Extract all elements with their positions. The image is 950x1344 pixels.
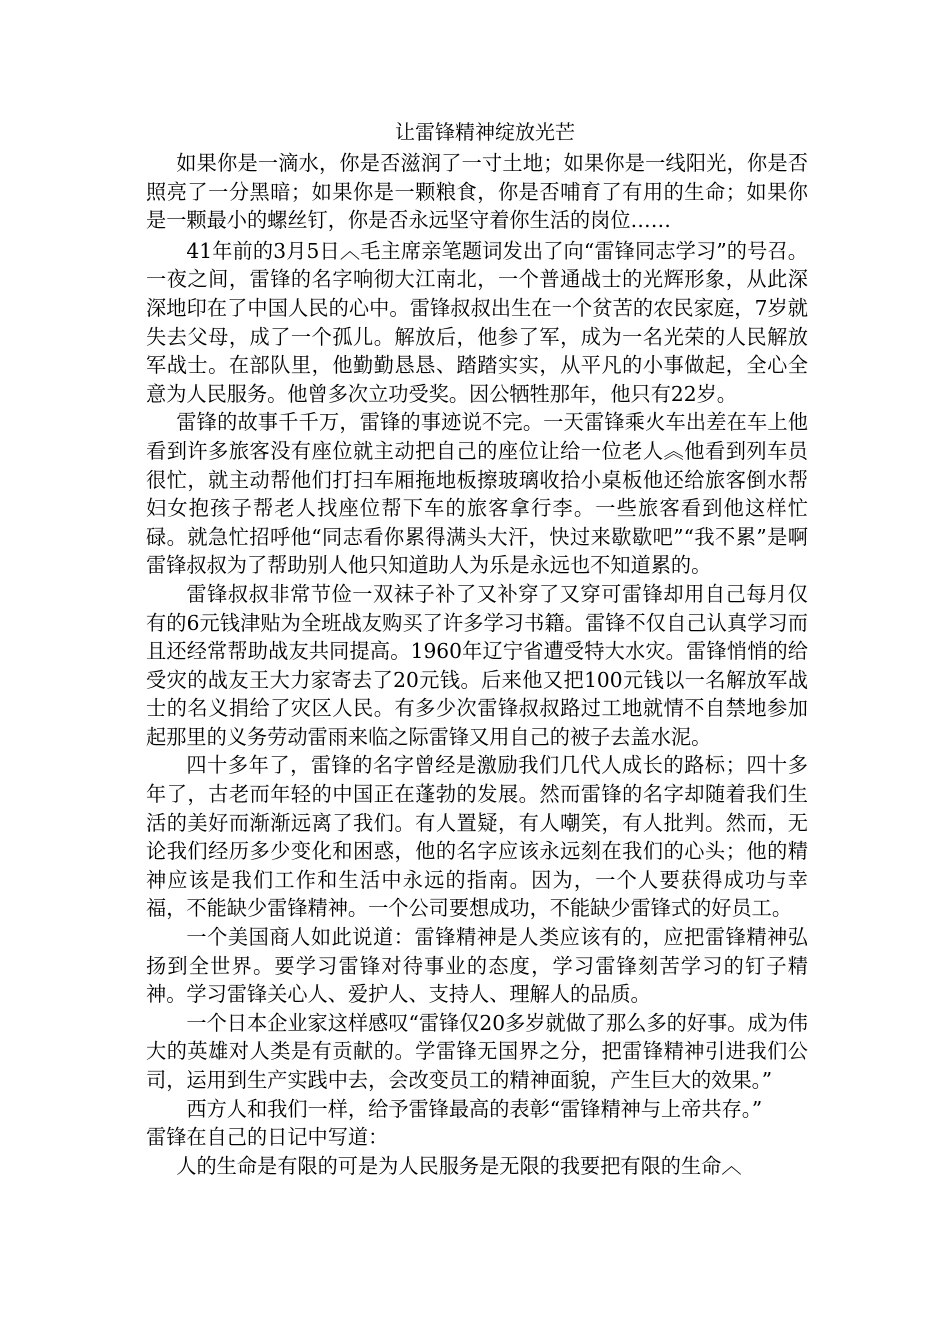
paragraph-japanese-quote: 一个日本企业家这样感叹“雷锋仅20多岁就做了那么多的好事。成为伟大的英雄对人类是有贡献的。学雷锋无国界之分，把雷锋精神引进我们公司，运用到生产实践中去，会改变员工的精神面貌，产生巨大的效果。”	[146, 1010, 808, 1092]
paragraph-american-quote: 一个美国商人如此说道：雷锋精神是人类应该有的，应把雷锋精神弘扬到全世界。要学习雷锋对待事业的态度，学习雷锋刻苦学习的钉子精神。学习雷锋关心人、爱护人、支持人、理解人的品质。	[146, 925, 808, 1007]
paragraph-frugality: 雷锋叔叔非常节俭一双袜子补了又补穿了又穿可雷锋却用自己每月仅有的6元钱津贴为全班战友购买了许多学习书籍。雷锋不仅自己认真学习而且还经常帮助战友共同提高。1960年辽宁省遭受特大水灾。雷锋悄悄的给受灾的战友王大力家寄去了20元钱。后来他又把100元钱以一名解放军战士的名义捐给了灾区人民。有多少次雷锋叔叔路过工地就情不自禁地参加起那里的义务劳动雷雨来临之际雷锋又用自己的被子去盖水泥。	[146, 581, 808, 749]
paragraph-diary-intro: 雷锋在自己的日记中写道：	[146, 1125, 389, 1150]
paragraph-western-praise: 西方人和我们一样，给予雷锋最高的表彰“雷锋精神与上帝共存。”	[186, 1096, 763, 1121]
document-page	[146, 120, 808, 1180]
paragraph-history: 41年前的3月5日︿毛主席亲笔题词发出了向“雷锋同志学习”的号召。一夜之间，雷锋的名字响彻大江南北，一个普通战士的光辉形象，从此深深地印在了中国人民的心中。雷锋叔叔出生在一个贫苦的农民家庭，7岁就失去父母，成了一个孤儿。解放后，他参了军，成为一名光荣的人民解放军战士。在部队里，他勤勤恳恳、踏踏实实，从平凡的小事做起，全心全意为人民服务。他曾多次立功受奖。因公牺牲那年，他只有22岁。	[146, 238, 808, 406]
paragraph-train-story: 雷锋的故事千千万，雷锋的事迹说不完。一天雷锋乘火车出差在车上他看到许多旅客没有座位就主动把自己的座位让给一位老人︽他看到列车员很忙，就主动帮他们打扫车厢拖地板擦玻璃收拾小桌板他还给旅客倒水帮妇女抱孩子帮老人找座位帮下车的旅客拿行李。一些旅客看到他这样忙碌。就急忙招呼他“同志看你累得满头大汗，快过来歇歇吧”“我不累”是啊雷锋叔叔为了帮助别人他只知道助人为乐是永远也不知道累的。	[146, 410, 808, 578]
paragraph-diary-quote: 人的生命是有限的可是为人民服务是无限的我要把有限的生命︿	[176, 1153, 742, 1178]
paragraph-intro: 如果你是一滴水，你是否滋润了一寸土地；如果你是一线阳光，你是否照亮了一分黑暗；如果你是一颗粮食，你是否哺育了有用的生命；如果你是一颗最小的螺丝钉，你是否永远坚守着你生活的岗位……	[146, 151, 808, 233]
paragraph-forty-years: 四十多年了，雷锋的名字曾经是激励我们几代人成长的路标；四十多年了，古老而年轻的中国正在蓬勃的发展。然而雷锋的名字却随着我们生活的美好而渐渐远离了我们。有人置疑，有人嘲笑，有人批判。然而，无论我们经历多少变化和困惑，他的名字应该永远刻在我们的心头；他的精神应该是我们工作和生活中永远的指南。因为，一个人要获得成功与幸福，不能缺少雷锋精神。一个公司要想成功，不能缺少雷锋式的好员工。	[146, 753, 808, 921]
document-title: 让雷锋精神绽放光芒	[395, 120, 575, 144]
